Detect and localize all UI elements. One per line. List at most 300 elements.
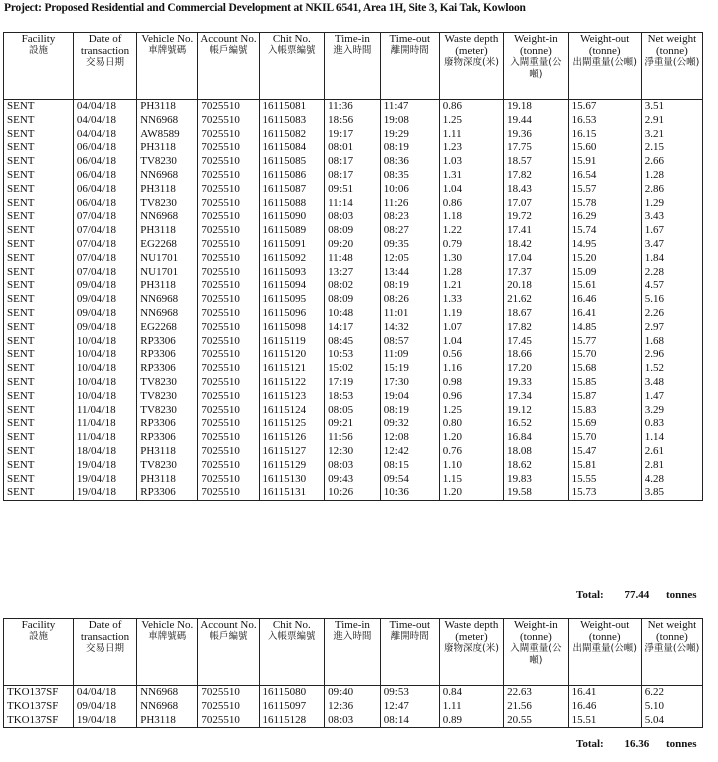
cell-chit: 16115084 [259,141,325,155]
cell-weight-out: 15.55 [568,473,641,487]
cell-facility: TKO137SF [4,686,74,700]
cell-net-weight: 2.96 [641,348,702,362]
header-label-zh: 出閘重量(公噸) [572,57,637,68]
cell-account: 7025510 [198,362,259,376]
cell-time-out: 19:04 [380,390,439,404]
cell-vehicle: PH3118 [137,141,198,155]
cell-net-weight: 3.51 [641,100,702,114]
cell-waste-depth: 1.30 [439,252,503,266]
cell-weight-in: 17.82 [504,321,568,335]
cell-vehicle: TV8230 [137,459,198,473]
cell-time-out: 08:19 [380,404,439,418]
cell-time-out: 08:35 [380,169,439,183]
cell-date: 11/04/18 [73,417,136,431]
header-time-out [380,619,439,686]
cell-net-weight: 5.16 [641,293,702,307]
cell-account: 7025510 [198,279,259,293]
cell-waste-depth: 0.86 [439,100,503,114]
header-date [73,619,136,686]
cell-facility: SENT [4,445,74,459]
cell-chit: 16115127 [259,445,325,459]
header-label: Waste depth (meter) [444,33,499,57]
table-row [4,473,703,487]
cell-chit: 16115091 [259,238,325,252]
cell-account: 7025510 [198,169,259,183]
cell-weight-out: 16.41 [568,686,641,700]
cell-weight-out: 15.60 [568,141,641,155]
cell-vehicle: NU1701 [137,252,198,266]
header-label: Chit No. [272,619,311,631]
cell-chit: 16115131 [259,486,325,500]
cell-time-out: 13:44 [380,266,439,280]
header-facility [4,33,74,100]
cell-date: 09/04/18 [73,293,136,307]
cell-account: 7025510 [198,128,259,142]
cell-weight-in: 17.37 [504,266,568,280]
cell-date: 10/04/18 [73,335,136,349]
cell-net-weight: 3.48 [641,376,702,390]
cell-date: 19/04/18 [73,473,136,487]
header-label: Chit No. [272,33,311,45]
cell-time-out: 11:26 [380,197,439,211]
cell-time-out: 08:36 [380,155,439,169]
cell-weight-out: 15.20 [568,252,641,266]
cell-account: 7025510 [198,252,259,266]
total-label: Total: [576,738,604,750]
header-waste-depth [439,619,503,686]
cell-weight-in: 17.75 [504,141,568,155]
cell-net-weight: 1.52 [641,362,702,376]
header-label-zh: 入閘重量(公噸) [510,643,562,666]
cell-time-in: 08:02 [325,279,381,293]
cell-weight-in: 19.36 [504,128,568,142]
cell-net-weight: 2.61 [641,445,702,459]
cell-time-out: 10:06 [380,183,439,197]
header-vehicle [137,619,198,686]
cell-weight-out: 15.91 [568,155,641,169]
cell-chit: 16115098 [259,321,325,335]
cell-net-weight: 5.10 [641,700,702,714]
cell-weight-out: 16.53 [568,114,641,128]
cell-time-in: 08:01 [325,141,381,155]
header-label: Facility [21,33,56,45]
cell-vehicle: PH3118 [137,224,198,238]
header-account [198,33,259,100]
cell-date: 04/04/18 [73,114,136,128]
cell-date: 19/04/18 [73,459,136,473]
header-row [4,33,703,100]
cell-waste-depth: 0.89 [439,714,503,728]
cell-net-weight: 1.47 [641,390,702,404]
cell-net-weight: 1.68 [641,335,702,349]
header-label-zh: 設施 [28,45,48,56]
cell-facility: SENT [4,404,74,418]
cell-waste-depth: 0.80 [439,417,503,431]
header-chit [259,619,325,686]
cell-time-in: 15:02 [325,362,381,376]
cell-time-in: 12:36 [325,700,381,714]
total-row-sent [576,589,697,601]
cell-chit: 16115087 [259,183,325,197]
cell-chit: 16115130 [259,473,325,487]
cell-weight-in: 18.43 [504,183,568,197]
header-label-zh: 淨重量(公噸) [644,643,700,654]
cell-vehicle: RP3306 [137,362,198,376]
table-row [4,252,703,266]
cell-time-out: 08:14 [380,714,439,728]
cell-time-in: 10:26 [325,486,381,500]
header-label: Net weight (tonne) [647,33,697,57]
cell-facility: SENT [4,431,74,445]
cell-date: 06/04/18 [73,141,136,155]
cell-vehicle: TV8230 [137,197,198,211]
table-row [4,183,703,197]
cell-waste-depth: 0.76 [439,445,503,459]
table-row [4,714,703,728]
total-value: 77.44 [624,589,650,601]
header-facility [4,619,74,686]
header-waste-depth [439,33,503,100]
header-label: Weight-in (tonne) [514,619,558,643]
cell-time-out: 08:23 [380,210,439,224]
cell-time-in: 19:17 [325,128,381,142]
cell-time-in: 09:21 [325,417,381,431]
table-row [4,169,703,183]
cell-waste-depth: 1.28 [439,266,503,280]
cell-net-weight: 3.43 [641,210,702,224]
cell-time-out: 12:05 [380,252,439,266]
cell-time-out: 08:19 [380,141,439,155]
cell-vehicle: AW8589 [137,128,198,142]
cell-time-out: 19:29 [380,128,439,142]
cell-chit: 16115094 [259,279,325,293]
cell-net-weight: 4.28 [641,473,702,487]
transaction-table-tko137sf [3,618,703,728]
cell-waste-depth: 1.18 [439,210,503,224]
table-row [4,114,703,128]
table-row [4,700,703,714]
cell-chit: 16115129 [259,459,325,473]
cell-weight-in: 20.18 [504,279,568,293]
cell-net-weight: 1.29 [641,197,702,211]
cell-vehicle: NN6968 [137,114,198,128]
cell-date: 07/04/18 [73,224,136,238]
header-weight-in [504,33,568,100]
cell-weight-in: 19.18 [504,100,568,114]
table-row [4,404,703,418]
header-label: Date of transaction [80,33,130,57]
cell-weight-out: 15.78 [568,197,641,211]
cell-time-out: 09:35 [380,238,439,252]
cell-waste-depth: 1.25 [439,114,503,128]
total-unit: tonnes [665,738,697,750]
cell-date: 04/04/18 [73,100,136,114]
cell-account: 7025510 [198,486,259,500]
cell-waste-depth: 1.04 [439,183,503,197]
cell-chit: 16115080 [259,686,325,700]
cell-vehicle: EG2268 [137,238,198,252]
header-label-zh: 設施 [28,631,48,642]
cell-vehicle: TV8230 [137,376,198,390]
cell-net-weight: 0.83 [641,417,702,431]
total-unit: tonnes [665,589,697,601]
cell-waste-depth: 1.10 [439,459,503,473]
cell-weight-out: 16.15 [568,128,641,142]
header-label: Account No. [200,619,257,631]
cell-weight-out: 15.81 [568,459,641,473]
cell-chit: 16115119 [259,335,325,349]
cell-chit: 16115083 [259,114,325,128]
table-row [4,141,703,155]
cell-date: 10/04/18 [73,348,136,362]
cell-vehicle: TV8230 [137,390,198,404]
cell-waste-depth: 1.16 [439,362,503,376]
table-row [4,321,703,335]
cell-weight-in: 17.45 [504,335,568,349]
cell-waste-depth: 1.07 [439,321,503,335]
cell-time-out: 19:08 [380,114,439,128]
cell-weight-in: 17.82 [504,169,568,183]
cell-time-in: 08:17 [325,155,381,169]
cell-chit: 16115125 [259,417,325,431]
header-label: Time-in [334,619,370,631]
cell-chit: 16115123 [259,390,325,404]
cell-vehicle: RP3306 [137,335,198,349]
cell-account: 7025510 [198,100,259,114]
cell-account: 7025510 [198,417,259,431]
cell-time-in: 09:43 [325,473,381,487]
cell-weight-in: 21.62 [504,293,568,307]
table-row [4,486,703,500]
cell-chit: 16115120 [259,348,325,362]
cell-time-in: 09:40 [325,686,381,700]
cell-time-out: 09:32 [380,417,439,431]
table-row [4,293,703,307]
header-label-zh: 交易日期 [86,57,125,68]
cell-date: 18/04/18 [73,445,136,459]
cell-time-out: 15:19 [380,362,439,376]
cell-facility: SENT [4,224,74,238]
cell-chit: 16115122 [259,376,325,390]
header-account [198,619,259,686]
cell-date: 09/04/18 [73,307,136,321]
header-label-zh: 進入時間 [333,631,372,642]
cell-chit: 16115090 [259,210,325,224]
cell-date: 10/04/18 [73,376,136,390]
header-label: Time-out [389,619,431,631]
cell-account: 7025510 [198,473,259,487]
header-time-in [325,33,381,100]
cell-waste-depth: 1.21 [439,279,503,293]
header-label-zh: 淨重量(公噸) [644,57,700,68]
cell-account: 7025510 [198,224,259,238]
header-label-zh: 入閘重量(公噸) [510,57,562,80]
cell-account: 7025510 [198,348,259,362]
cell-waste-depth: 1.20 [439,431,503,445]
cell-time-out: 08:26 [380,293,439,307]
cell-time-in: 11:36 [325,100,381,114]
cell-chit: 16115088 [259,197,325,211]
cell-facility: SENT [4,210,74,224]
header-label-zh: 交易日期 [86,643,125,654]
table-row [4,348,703,362]
cell-chit: 16115086 [259,169,325,183]
cell-chit: 16115124 [259,404,325,418]
cell-net-weight: 4.57 [641,279,702,293]
cell-account: 7025510 [198,238,259,252]
cell-weight-in: 22.63 [504,686,568,700]
cell-facility: SENT [4,390,74,404]
total-value: 16.36 [624,738,650,750]
cell-account: 7025510 [198,700,259,714]
cell-time-out: 09:53 [380,686,439,700]
cell-account: 7025510 [198,686,259,700]
cell-net-weight: 2.15 [641,141,702,155]
header-row [4,619,703,686]
header-label-zh: 出閘重量(公噸) [572,643,637,654]
cell-facility: SENT [4,155,74,169]
cell-vehicle: NN6968 [137,293,198,307]
table-row [4,210,703,224]
cell-date: 06/04/18 [73,183,136,197]
cell-date: 19/04/18 [73,714,136,728]
cell-waste-depth: 1.22 [439,224,503,238]
cell-weight-in: 19.33 [504,376,568,390]
cell-net-weight: 1.14 [641,431,702,445]
table-row [4,238,703,252]
cell-time-in: 09:51 [325,183,381,197]
cell-facility: SENT [4,197,74,211]
cell-waste-depth: 1.33 [439,293,503,307]
cell-weight-out: 15.83 [568,404,641,418]
cell-time-in: 18:53 [325,390,381,404]
cell-waste-depth: 1.20 [439,486,503,500]
cell-chit: 16115093 [259,266,325,280]
header-label-zh: 進入時間 [333,45,372,56]
header-label-zh: 帳戶編號 [209,45,248,56]
cell-facility: SENT [4,183,74,197]
cell-facility: SENT [4,266,74,280]
cell-waste-depth: 0.84 [439,686,503,700]
cell-time-in: 08:05 [325,404,381,418]
project-title: Project: Proposed Residential and Commercial Development at NKIL 6541, Area 1H, Site 3, Kai Tak, Kowloon [4,2,526,14]
table-row [4,279,703,293]
header-label: Waste depth (meter) [444,619,499,643]
cell-weight-out: 15.70 [568,431,641,445]
table-row [4,417,703,431]
cell-chit: 16115092 [259,252,325,266]
cell-date: 06/04/18 [73,169,136,183]
header-label: Time-out [389,33,431,45]
cell-account: 7025510 [198,307,259,321]
cell-facility: TKO137SF [4,714,74,728]
cell-date: 11/04/18 [73,431,136,445]
table-row [4,445,703,459]
header-label: Account No. [200,33,257,45]
cell-date: 06/04/18 [73,197,136,211]
cell-facility: SENT [4,100,74,114]
cell-net-weight: 6.22 [641,686,702,700]
cell-net-weight: 1.67 [641,224,702,238]
cell-waste-depth: 1.19 [439,307,503,321]
header-label-zh: 離開時間 [390,45,429,56]
table-row [4,266,703,280]
cell-chit: 16115081 [259,100,325,114]
cell-facility: SENT [4,459,74,473]
header-time-in [325,619,381,686]
cell-net-weight: 2.86 [641,183,702,197]
cell-weight-in: 16.52 [504,417,568,431]
header-chit [259,33,325,100]
header-label-zh: 入帳票編號 [268,45,316,56]
cell-date: 09/04/18 [73,321,136,335]
table-row [4,459,703,473]
table-row [4,197,703,211]
cell-time-in: 14:17 [325,321,381,335]
cell-account: 7025510 [198,266,259,280]
header-date [73,33,136,100]
cell-weight-in: 19.83 [504,473,568,487]
cell-weight-in: 18.66 [504,348,568,362]
cell-weight-in: 18.42 [504,238,568,252]
cell-facility: SENT [4,169,74,183]
cell-vehicle: NN6968 [137,307,198,321]
cell-time-out: 11:01 [380,307,439,321]
cell-account: 7025510 [198,390,259,404]
cell-vehicle: TV8230 [137,404,198,418]
cell-weight-out: 15.74 [568,224,641,238]
cell-facility: SENT [4,238,74,252]
cell-account: 7025510 [198,459,259,473]
cell-vehicle: NN6968 [137,210,198,224]
cell-weight-out: 15.47 [568,445,641,459]
cell-vehicle: PH3118 [137,445,198,459]
table-row [4,335,703,349]
cell-waste-depth: 1.23 [439,141,503,155]
header-net-weight [641,33,702,100]
cell-time-in: 08:09 [325,224,381,238]
cell-time-in: 12:30 [325,445,381,459]
cell-waste-depth: 1.11 [439,128,503,142]
table-row [4,362,703,376]
table-row [4,376,703,390]
cell-account: 7025510 [198,404,259,418]
cell-time-in: 08:03 [325,714,381,728]
cell-facility: SENT [4,293,74,307]
header-weight-out [568,619,641,686]
total-row-tko137sf [576,738,697,750]
cell-facility: SENT [4,252,74,266]
cell-weight-in: 17.07 [504,197,568,211]
cell-account: 7025510 [198,183,259,197]
cell-waste-depth: 1.15 [439,473,503,487]
cell-date: 07/04/18 [73,238,136,252]
cell-time-out: 14:32 [380,321,439,335]
cell-facility: SENT [4,307,74,321]
cell-vehicle: RP3306 [137,348,198,362]
cell-facility: SENT [4,473,74,487]
cell-time-in: 11:14 [325,197,381,211]
cell-date: 06/04/18 [73,155,136,169]
cell-account: 7025510 [198,335,259,349]
cell-waste-depth: 0.96 [439,390,503,404]
cell-net-weight: 5.04 [641,714,702,728]
cell-time-in: 10:53 [325,348,381,362]
cell-weight-in: 17.41 [504,224,568,238]
cell-weight-in: 19.44 [504,114,568,128]
cell-waste-depth: 1.25 [439,404,503,418]
total-label: Total: [576,589,604,601]
